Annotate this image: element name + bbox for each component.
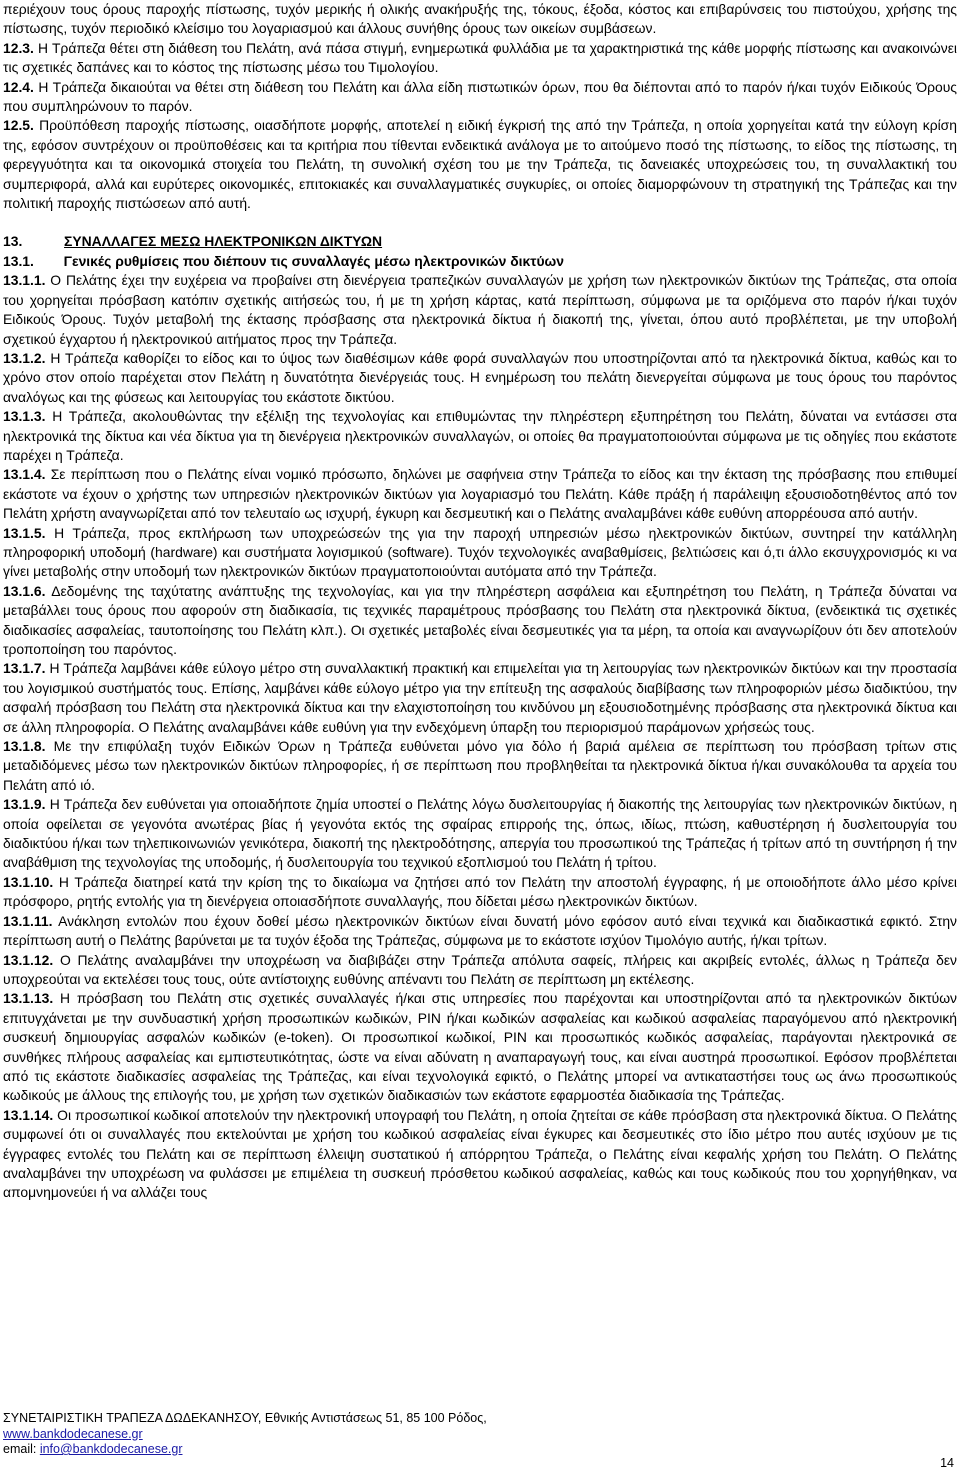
section-heading (3, 232, 957, 251)
clause-paragraph (3, 465, 957, 523)
clause-paragraph (3, 39, 957, 78)
section-title: ΣΥΝΑΛΛΑΓΕΣ ΜΕΣΩ ΗΛΕΚΤΡΟΝΙΚΩΝ ΔΙΚΤΥΩΝ (64, 233, 383, 250)
clause-text: Η Τράπεζα διατηρεί κατά την κρίση της το δικαίωμα να ζητήσει από τον Πελάτη την αποστολή έγγραφης, ή με οποιοδήποτε άλλο μέσο κρίνει πρόσφορο, ρητής εντολής για τη διενέργεια οποιασδήποτε συναλλαγής, που δίδεται μέσω ηλεκτρονικών δικτύων. (3, 873, 957, 910)
clause-number: 13.1.11. (3, 912, 53, 929)
clause-number: 13.1.6. (3, 582, 46, 599)
clause-text: Με την επιφύλαξη τυχόν Ειδικών Όρων η Τράπεζα ευθύνεται μόνο για δόλο ή βαριά αμέλεια σε περίπτωση του πρόσβαση τρίτων στις μεταδιδόμενες μέσω των ηλεκτρονικών δικτύων πληροφορίες, ή σε περίπτωση που προβληθείται τα ηλεκτρονικά δίκτυα ή/και συνακόλουθα τα αρχεία του Πελάτη από ιό. (3, 738, 957, 793)
clause-number: 13.1.9. (3, 796, 46, 813)
clause-paragraph (3, 951, 957, 990)
clause-paragraph (3, 116, 957, 213)
clause-text: Η Τράπεζα θέτει στη διάθεση του Πελάτη, ανά πάσα στιγμή, ενημερωτικά φυλλάδια με τα χαρακτηριστικά της κάθε μορφής πίστωσης και ανακοινώνει τις σχετικές δαπάνες και το κόστος της πίστωσης μέσω του Τιμολογίου. (3, 39, 957, 76)
clause-number: 12.5. (3, 117, 34, 134)
clause-number: 13.1.14. (3, 1106, 54, 1123)
footer-email (3, 1442, 487, 1458)
clause-number: 13.1.12. (3, 951, 54, 968)
clause-paragraph (3, 795, 957, 873)
footer-address: ΣΥΝΕΤΑΙΡΙΣΤΙΚΗ ΤΡΑΠΕΖΑ ΔΩΔΕΚΑΝΗΣΟΥ, Εθνικής Αντιστάσεως 51, 85 100 Ρόδος, (3, 1411, 487, 1425)
clause-paragraph (3, 407, 957, 465)
clause-text: Η πρόσβαση του Πελάτη στις σχετικές συναλλαγές ή/και στις υπηρεσίες που παρέχονται και υποστηρίζονται από τα ηλεκτρονικών δικτύων επιτυγχάνεται με την συνδυαστική χρήση προσωπικών κωδικών, PIN ή/και κωδικών ασφαλείας και κωδικού ασφαλείας παραγόμενου από ηλεκτρονική συσκευή δημιουργίας ασφαλών κωδικών (e-token). Οι προσωπικοί κωδικοί, PIN και προσωπικός κωδικός ασφαλείας, παράγονται ηλεκτρονικά σε συνθήκες πλήρους ασφαλείας και εμπιστευτικότητας, ώστε να είναι αδύνατη η αναπαραγωγή τους, και είναι αυστηρά προσωπικοί. Εφόσον προβλέπεται από τις εκάστοτε διαδικασίες ασφαλείας της Τράπεζας, και είναι τεχνολογικά εφικτό, ο Πελάτης μπορεί να αντικαταστήσει τους ως άνω προσωπικούς κωδικούς με άλλους της επιλογής του, με χρήση των σχετικών διαδικασιών των εκάστοτε εφαρμοστέα διαδικασία της Τράπεζας. (3, 990, 957, 1104)
subsection-title: Γενικές ρυθμίσεις που διέπουν τις συναλλαγές μέσω ηλεκτρονικών δικτύων (63, 252, 564, 269)
clause-text: Η Τράπεζα λαμβάνει κάθε εύλογο μέτρο στη συναλλακτική πρακτική και επιμελείται για τη λειτουργίας των ηλεκτρονικών δικτύων και την προστασία του λογισμικού συστήματός τους. Επίσης, λαμβάνει κάθε εύλογο μέτρο για την επίτευξη της ασφαλούς διαβίβασης των πληροφοριών μέσω διαδικτύου, την ασφαλή πρόσβαση του Πελάτη στα ηλεκτρονικά δίκτυα και την ελαχιστοποίηση του κινδύνου μη εξουσιοδοτημένης πρόσβασης στα ηλεκτρονικά δίκτυα και σε άλλη πληροφορία. Ο Πελάτης αναλαμβάνει κάθε ευθύνη για την ενδεχόμενη ύπαρξη του περιορισμού παράμονων χρήσεώς τους. (3, 660, 957, 735)
clause-number: 13.1.8. (3, 738, 46, 755)
clause-number: 13.1.13. (3, 990, 54, 1007)
clause-number: 13.1.5. (3, 524, 46, 541)
section-12-paragraphs (3, 39, 957, 214)
clause-paragraph (3, 524, 957, 582)
intro-paragraph: περιέχουν τους όρους παροχής πίστωσης, τυχόν μερικής ή ολικής ανακήρυξής της, τόκους, έξοδα, κόστος και επιβαρύνσεις του πιστούχου, χρήσης της πίστωσης, τυχόν περιοδικό κλείσιμο του λογαριασμού και άλλους συνήθης όρους των οικείων συμβάσεων. (3, 1, 957, 37)
clause-text: Η Τράπεζα δεν ευθύνεται για οποιαδήποτε ζημία υποστεί ο Πελάτης λόγω δυσλειτουργίας ή διακοπής της λειτουργίας των ηλεκτρονικών δικτύων, η οποία οφείλεται σε γεγονότα ανωτέρας βίας ή γεγονότα εκτός της σφαίρας επιρροής της, όπως, ιδίως, πτώση, καθυστέρηση ή δυσλειτουργία του διαδικτύου ή/και των τηλεπικοινωνιών γενικότερα, διακοπή της ηλεκτροδότησης, απεργία του προσωπικού της Τράπεζας ή τρίτων από τη συντήρηση ή την αναβάθμιση της τεχνολογίας της υποδομής, ή δυσλειτουργία του τεχνικού εξοπλισμού του Πελάτη ή τρίτου. (3, 796, 957, 871)
clause-number: 13.1.3. (3, 408, 46, 425)
subsection-number: 13.1. (3, 252, 34, 269)
clause-text: Ο Πελάτης έχει την ευχέρεια να προβαίνει στη διενέργεια τραπεζικών συναλλαγών με χρήση των ηλεκτρονικών δικτύων της Τράπεζας, στα οποία του χορηγείται πρόσβαση κατόπιν σχετικής αιτήσεώς του, ή με τη χρήση κάρτας, κατά περίπτωση, σύμφωνα με τα οριζόμενα στο παρόν ή/και τυχόν Ειδικούς Όρους. Τυχόν μεταβολή της έκτασης πρόσβασης στα ηλεκτρονικά δίκτυα ή διακοπή της, γίνεται, όπου αυτό προβλέπεται, με την υποβολή σχετικού έγχαρτου ή ηλεκτρονικού αιτήματος προς την Τράπεζα. (3, 272, 957, 347)
clause-paragraph (3, 1106, 957, 1203)
clause-paragraph (3, 912, 957, 951)
spacer (3, 213, 957, 232)
page-footer (3, 1411, 487, 1458)
clause-text: Η Τράπεζα καθορίζει το είδος και το ύψος των διαθέσιμων κάθε φορά συναλλαγών που υποστηρίζονται από τα ηλεκτρονικά δίκτυα, καθώς και το χρόνο στον οποίο παρέχεται στον Πελάτη η δυνατότητα διενέργειάς τους. Η ενημέρωση του πελάτη διενεργείται σύμφωνα με τους όρους του παρόντος αναλόγως και της φύσεως και λειτουργίας του εκάστοτε δικτύου. (3, 349, 957, 405)
clause-text: Δεδομένης της ταχύτατης ανάπτυξης της τεχνολογίας, και για την πληρέστερη ασφάλεια και εξυπηρέτηση του Πελάτη, η Τράπεζα δύναται να μεταβάλλει τους όρους που αφορούν στη διαδικασία, τις τεχνικές παραμέτρους πρόσβασης του Πελάτη στα ηλεκτρονικά δίκτυα, (ενδεικτικά τις σχετικές διαδικασίες ασφαλείας, ταυτοποίησης του Πελάτη κλπ.). Οι σχετικές μεταβολές είναι δεσμευτικές για τα μέρη, τα οποία και αναγνωρίζουν ότι δεν αποτελούν τροποποίηση του παρόντος. (3, 582, 957, 657)
clause-paragraph (3, 349, 957, 407)
clause-paragraph (3, 271, 957, 349)
clause-text: Προϋπόθεση παροχής πίστωσης, οιασδήποτε μορφής, αποτελεί η ειδική έγκρισή της από την Τράπεζα, η οποία χορηγείται κατά την εύλογη κρίση της, εφόσον συντρέχουν οι προϋποθέσεις και τα κριτήρια που τίθενται ενδεικτικά ανάλογα με το αιτούμενο ποσό της πίστωσης, το είδος της πίστωσης, τη φερεγγυότητα και τα οικονομικά στοιχεία του Πελάτη, τη συνολική σχέση του με την Τράπεζα, τις δανειακές υποχρεώσεις του, τη συναλλακτική του συμπεριφορά, αλλά και ευρύτερες οικονομικές, επιτοκιακές και συναλλαγματικές συγκυρίες, οι οποίες διαμορφώνουν τη στρατηγική της Τράπεζας και την πολιτική παροχής πιστώσεων από αυτή. (3, 117, 957, 212)
clause-text: Ο Πελάτης αναλαμβάνει την υποχρέωση να διαβιβάζει στην Τράπεζα απόλυτα σαφείς, πλήρεις και ακριβείς εντολές, άλλως η Τράπεζα δεν υποχρεούται να εκτελέσει τους τους, ούτε αντίστοιχης ευθύνης απέναντι του Πελάτη σε περίπτωση μη εκτέλεσης. (3, 951, 957, 987)
clause-text: Η Τράπεζα, ακολουθώντας την εξέλιξη της τεχνολογίας και επιθυμώντας την πληρέστερη εξυπηρέτηση του Πελάτη, δύναται να εντάσσει στα ηλεκτρονικά της δίκτυα και νέα δίκτυα για τη διενέργεια ηλεκτρονικών συναλλαγών, οι οποίες θα πραγματοποιούνται σύμφωνα με τις οδηγίες που εκάστοτε παρέχει η Τράπεζα. (3, 408, 957, 463)
clause-paragraph (3, 659, 957, 737)
clause-number: 12.3. (3, 39, 34, 56)
clause-number: 13.1.4. (3, 466, 46, 483)
section-13-paragraphs (3, 271, 957, 1203)
clause-number: 13.1.1. (3, 272, 46, 289)
clause-paragraph (3, 582, 957, 660)
footer-email-link[interactable]: info@bankdodecanese.gr (39, 1442, 183, 1456)
clause-text: Η Τράπεζα δικαιούται να θέτει στη διάθεση του Πελάτη και άλλα είδη πιστωτικών όρων, που θα διέπονται από το παρόν ή/και τυχόν Ειδικούς Όρους που συμπληρώνουν το παρόν. (3, 78, 957, 115)
clause-number: 13.1.7. (3, 660, 46, 677)
clause-paragraph (3, 873, 957, 912)
clause-paragraph (3, 737, 957, 795)
clause-paragraph (3, 78, 957, 117)
clause-text: Σε περίπτωση που ο Πελάτης είναι νομικό πρόσωπο, δηλώνει με σαφήνεια στην Τράπεζα το είδος και την έκταση της πρόσβασης που επιθυμεί εκάστοτε να έχουν ο χρήστης των υπηρεσιών ηλεκτρονικών δικτύων για λογαριασμό του Πελάτη. Κάθε πράξη ή παράλειψη εξουσιοδοτηθέντος από τον Πελάτη χρήστη αναγνωρίζεται από τον τελευταίο ως ισχυρή, έγκυρη και δεσμευτική και ο Πελάτης αναλαμβάνει κάθε ευθύνη απορρέουσα από αυτήν. (3, 466, 957, 522)
page-number: 14 (940, 1456, 954, 1470)
clause-number: 12.4. (3, 78, 34, 95)
clause-text: Η Τράπεζα, προς εκπλήρωση των υποχρεώσεών της για την παροχή υπηρεσιών μέσω ηλεκτρονικών δικτύων, συντηρεί την κατάλληλη πληροφορική υποδομή (hardware) και συστήματα λογισμικού (software). Τυχόν τεχνολογικές αναβαθμίσεις, βελτιώσεις και ό,τι άλλο εκσυγχρονισμός κι να γίνει μεταβολής στην υποδομή των ηλεκτρονικών δικτύων πραγματοποιούνται αυτόματα από την Τράπεζα. (3, 524, 957, 580)
section-number: 13. (3, 233, 23, 250)
subsection-heading (3, 252, 957, 271)
clause-paragraph (3, 989, 957, 1105)
clause-text: Οι προσωπικοί κωδικοί αποτελούν την ηλεκτρονική υπογραφή του Πελάτη, η οποία ζητείται σε κάθε πρόσβαση στα ηλεκτρονικά δίκτυα. Ο Πελάτης συμφωνεί ότι οι συναλλαγές που εκτελούνται με χρήση του κωδικού ασφαλείας είναι έγκυρες και δεσμευτικές στο ίδιο μέτρο που αυτές ισχύουν με τις έγγραφες εντολές του Πελάτη και σε περίπτωση έλλειψη συστατικού ή απόρρητου Τράπεζα, ο Πελάτης είναι κεφαλής χρήση του Πελάτη. Ο Πελάτης αναλαμβάνει την υποχρέωση να φυλάσσει με επιμέλεια τη συσκευή πρόσθετου κωδικού ασφαλείας, καθώς και τους κωδικούς που του χορηγήθηκαν, να απομνημονεύει ή να αλλάζει τους (3, 1106, 957, 1201)
clause-number: 13.1.2. (3, 349, 46, 366)
footer-website-link[interactable]: www.bankdodecanese.gr (3, 1426, 143, 1441)
footer-email-label: email: (3, 1442, 40, 1456)
clause-text: Ανάκληση εντολών που έχουν δοθεί μέσω ηλεκτρονικών δικτύων είναι δυνατή μόνο εφόσον αυτό είναι τεχνικά και διαδικαστικά εφικτό. Στην περίπτωση αυτή ο Πελάτης βαρύνεται με τα τυχόν έξοδα της Τράπεζας, σύμφωνα με το εκάστοτε ισχύον Τιμολόγιο αυτής, ή/και τρίτων. (3, 912, 957, 949)
document-body (3, 0, 957, 1203)
clause-number: 13.1.10. (3, 873, 54, 890)
